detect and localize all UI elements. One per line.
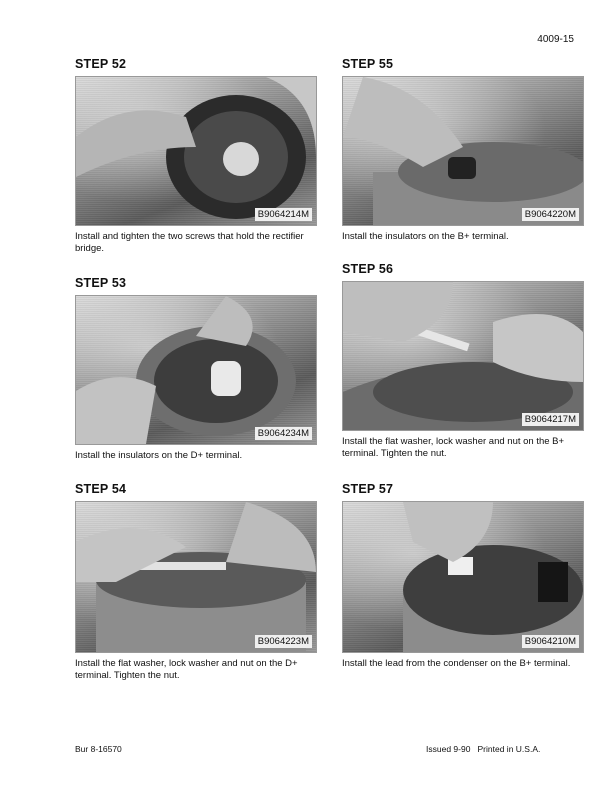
footer-issue-info	[426, 744, 540, 754]
step-52	[75, 57, 315, 255]
step-title: STEP 55	[342, 57, 394, 71]
step-photo	[75, 76, 317, 226]
step-title: STEP 52	[75, 57, 127, 71]
photo-id: B9064210M	[522, 635, 579, 648]
step-photo	[342, 281, 584, 431]
footer-document-number: Bur 8-16570	[75, 744, 122, 754]
step-title: STEP 57	[342, 482, 394, 496]
footer-printed: Printed in U.S.A.	[477, 744, 541, 754]
step-photo	[75, 295, 317, 445]
step-title: STEP 56	[342, 262, 394, 276]
step-caption: Install the lead from the condenser on the B+ terminal.	[342, 658, 571, 669]
step-title: STEP 53	[75, 276, 127, 290]
step-57	[342, 482, 582, 670]
step-caption: Install and tighten the two screws that hold the rectifier bridge.	[75, 231, 304, 254]
photo-illustration	[76, 296, 316, 444]
photo-illustration	[343, 502, 583, 652]
photo-illustration	[76, 502, 316, 652]
step-caption: Install the flat washer, lock washer and nut on the B+ terminal. Tighten the nut.	[342, 436, 565, 459]
photo-id: B9064220M	[522, 208, 579, 221]
photo-illustration	[76, 77, 316, 225]
step-caption: Install the flat washer, lock washer and nut on the D+ terminal. Tighten the nut.	[75, 658, 298, 681]
photo-id: B9064234M	[255, 427, 312, 440]
step-53	[75, 276, 315, 462]
photo-id: B9064217M	[522, 413, 579, 426]
photo-illustration	[343, 77, 583, 225]
photo-illustration	[343, 282, 583, 430]
step-56	[342, 262, 582, 460]
photo-id: B9064223M	[255, 635, 312, 648]
step-photo	[342, 501, 584, 653]
step-caption: Install the insulators on the D+ terminal.	[75, 450, 243, 461]
step-caption: Install the insulators on the B+ terminal.	[342, 231, 509, 242]
footer-issued: Issued 9-90	[426, 744, 471, 754]
photo-id: B9064214M	[255, 208, 312, 221]
step-photo	[342, 76, 584, 226]
step-55	[342, 57, 582, 243]
step-54	[75, 482, 315, 682]
step-title: STEP 54	[75, 482, 127, 496]
page-number: 4009-15	[537, 34, 574, 45]
step-photo	[75, 501, 317, 653]
